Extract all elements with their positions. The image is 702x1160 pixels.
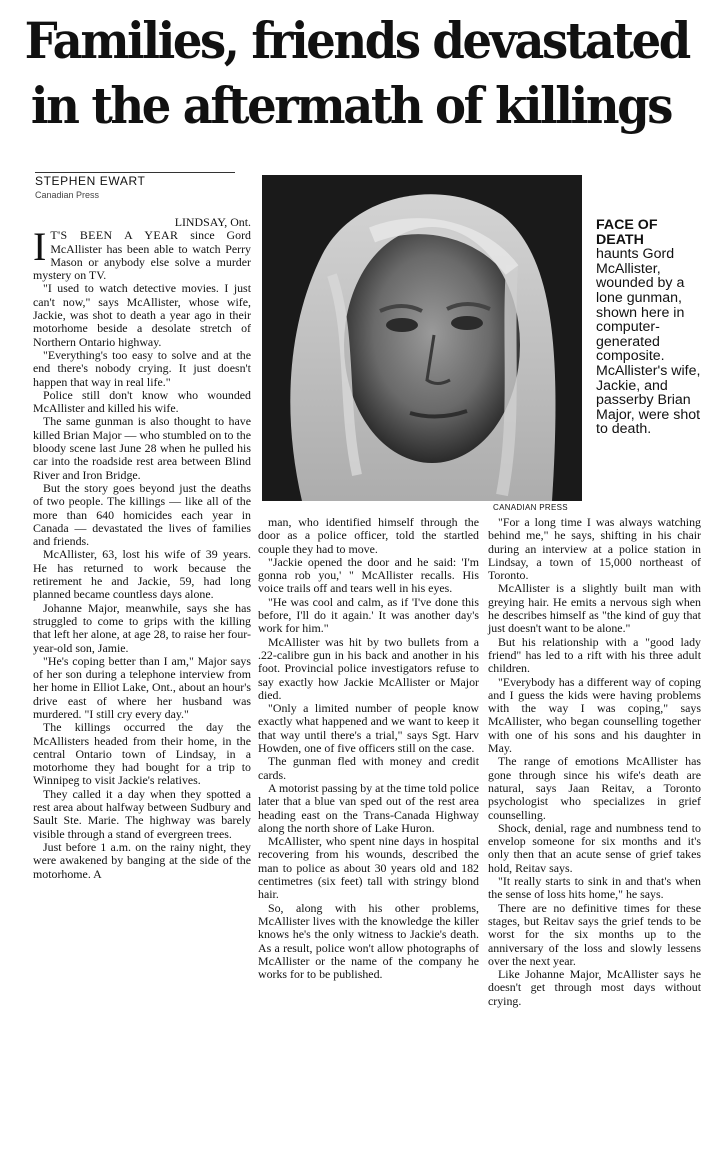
article-paragraph: There are no definitive times for these stages, but Reitav says the grief tends to be worst for the six months up to the anniversary of the loss and slowly lessens over the next year. [488,900,701,968]
article-paragraph: The range of emotions McAllister has gone through since his wife's death are natural, says Jaan Reitav, a Toronto psychologist who specializes in grief counselling. [488,754,701,822]
article-paragraph: "He's coping better than I am," Major says of her son during a telephone interview from her home in Elliot Lake, Ont., about an hour's drive east of where her husband was murdered. "I still cry every day." [33,653,251,721]
article-column-2 [258,516,479,981]
article-paragraph: Like Johanne Major, McAllister says he doesn't get through most days without crying. [488,967,701,1008]
article-paragraph: The same gunman is also thought to have killed Brian Major — who stumbled on to the bloody scene last June 28 when he pulled his car into the roadside rest area between Blind River and Iron Bridge. [33,414,251,482]
article-column-1 [33,216,251,881]
article-paragraph: "Jackie opened the door and he said: 'I'm gonna rob you,' " McAllister recalls. His voice trails off and tears well in his eyes. [258,554,479,596]
face-composite-image [262,175,582,501]
article-paragraph: McAllister is a slightly built man with greying hair. He emits a nervous sigh when he describes himself as "the kind of guy that just doesn't want to be alone." [488,581,701,636]
headline [24,8,689,138]
headline-line-2: in the aftermath of killings [30,76,672,135]
photo-cutline [596,218,702,437]
lead-paragraph [33,224,251,283]
article-paragraph: But his relationship with a "good lady friend" has led to a rift with his three adult children. [488,634,701,676]
headline-line-1: Families, friends devastated [24,11,689,70]
lead-caps: T'S BEEN A YEAR [50,228,179,243]
cutline-head: FACE OF DEATH [596,217,658,248]
article-paragraph: "Everything's too easy to solve and at the end there's nobody crying. It just doesn't happen that way in real life." [33,347,251,389]
dateline: LINDSAY, Ont. [174,215,251,229]
article-paragraph: A motorist passing by at the time told police later that a blue van sped out of the rest area heading east on the Trans-Canada Highway along the north shore of Lake Huron. [258,780,479,835]
article-paragraph: They called it a day when they spotted a rest area about halfway between Sudbury and Sault Ste. Marie. The highway was barely visible through a stand of evergreen trees. [33,786,251,841]
article-paragraph: McAllister was hit by two bullets from a .22-calibre gun in his back and another in his foot. Provincial police investigators refuse to say exactly how Jackie McAllister or Major died. [258,634,479,702]
article-paragraph: McAllister, who spent nine days in hospital recovering from his wounds, described the man to police as about 30 years old and 182 centimetres (six feet) tall with stringy blond hair. [258,834,479,902]
article-paragraph: man, who identified himself through the door as a police officer, told the startled couple they had to move. [258,515,479,556]
article-paragraph: "It really starts to sink in and that's when the sense of loss hits home," he says. [488,874,701,902]
article-paragraph: "Everybody has a different way of coping and I guess the kids were having problems with the way I was coping," says McAllister, who began counselling together with one of his sons and his daughter in May. [488,674,701,756]
article-paragraph: "He was cool and calm, as if 'I've done this before, I'll do it again.' It was another day's work for him." [258,594,479,636]
article-paragraph: "I used to watch detective movies. I just can't now," says McAllister, whose wife, Jackie, was shot to death a year ago in their motorhome beside a desolate stretch of Northern Ontario highway. [33,281,251,349]
drop-cap: I [33,224,47,270]
article-paragraph: So, along with his other problems, McAllister lives with the knowledge the killer knows he's the only witness to Jackie's death. As a result, police won't allow photographs of McAllister or the name of the company he works for to be published. [258,900,479,982]
byline: STEPHEN EWART [35,172,235,188]
article-paragraph: Just before 1 a.m. on the rainy night, they were awakened by banging at the side of the motorhome. A [33,839,251,881]
article-column-3 [488,516,701,1008]
composite-photo [262,175,582,501]
article-paragraph: "For a long time I was always watching behind me," he says, shifting in his chair during an interview at a police station in Lindsay, a town of 15,000 northeast of Toronto. [488,515,701,583]
article-paragraph: Shock, denial, rage and numbness tend to envelop someone for six months and it's only then that an acute sense of grief takes hold, Reitav says. [488,820,701,875]
article-paragraph: "Only a limited number of people know exactly what happened and we want to keep it that way until there's a trial," says Sgt. Harv Howden, one of five officers still on the case. [258,701,479,756]
cutline-text: haunts Gord McAllister, wounded by a lone gunman, shown here in computer-generated composite. McAllister's wife, Jackie, and passerby Brian Major, were shot to death. [596,246,701,438]
article-paragraph: But the story goes beyond just the deaths of two people. The killings — like all of the more than 640 homicides each year in Canada — devastated the lives of families and friends. [33,480,251,549]
lead-text: since Gord McAllister has been able to watch Perry Mason or anybody else solve a murder mystery on TV. [33,228,251,283]
article-paragraph: Johanne Major, meanwhile, says she has struggled to come to grips with the killing that left her alone, at age 28, to raise her four-year-old son, Jamie. [33,600,251,655]
article-paragraph: The killings occurred the day the McAllisters headed from their home, in the central Ontario town of Lindsay, in a motorhome they had bought for a trip to Winnipeg to visit Jackie's relatives. [33,720,251,788]
article-paragraph: The gunman fled with money and credit cards. [258,754,479,782]
agency-credit: Canadian Press [35,190,100,200]
photo-credit: CANADIAN PRESS [493,503,568,512]
article-paragraph: Police still don't know who wounded McAllister and killed his wife. [33,387,251,416]
article-paragraph: McAllister, 63, lost his wife of 39 years. He has returned to work because the retirement he and Jackie, 59, had long planned became countless days alone. [33,547,251,602]
